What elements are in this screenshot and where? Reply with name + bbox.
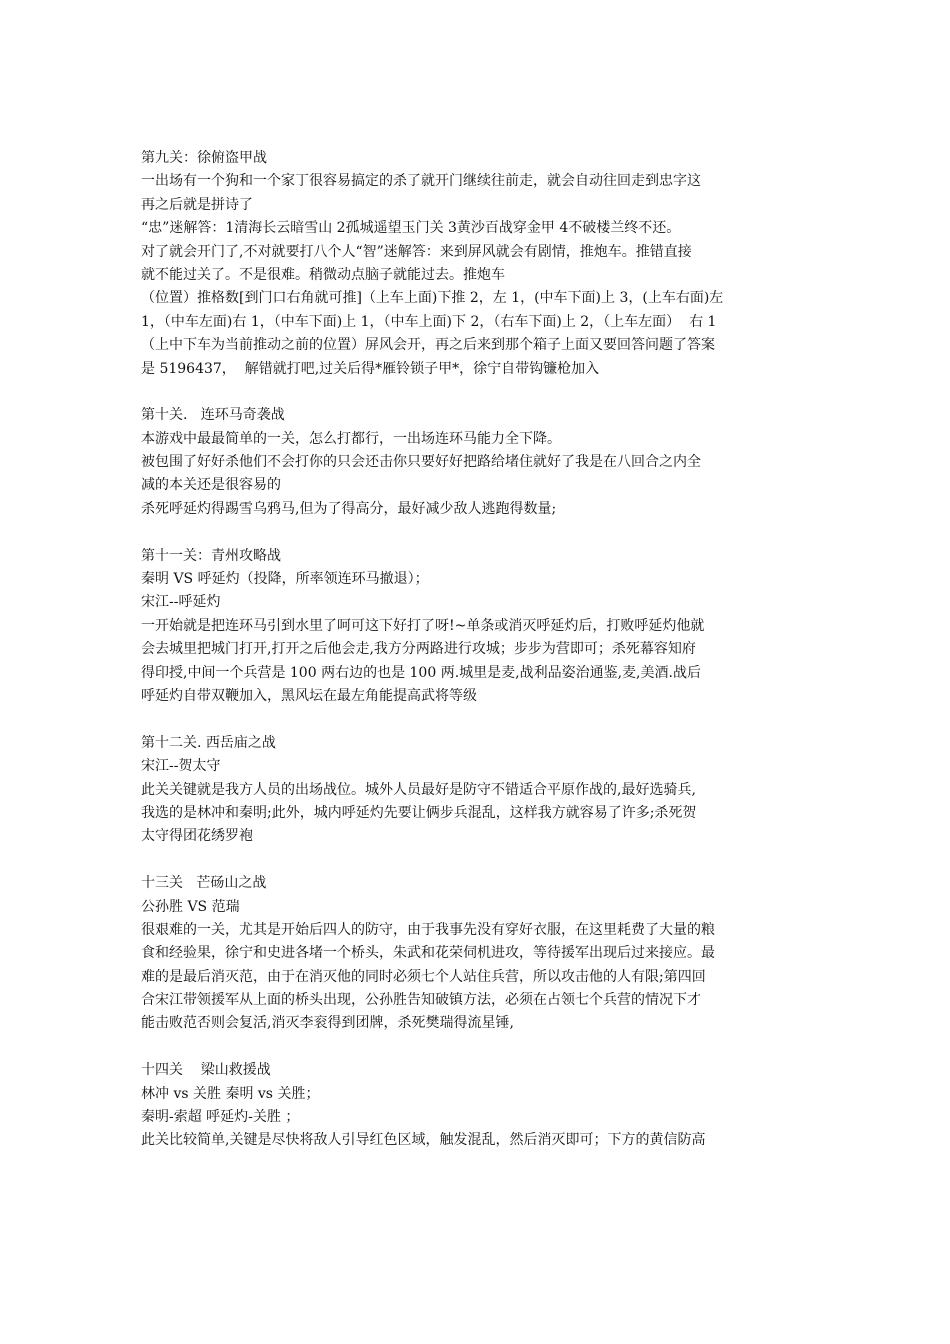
section-spacer — [141, 521, 817, 544]
paragraph-line: 秦明-索超 呼延灼-关胜 ； — [141, 1109, 300, 1126]
section-level-9 — [141, 147, 817, 381]
section-title: 第九关：徐俯盗甲战 — [141, 150, 267, 166]
paragraph-line: 林冲 vs 关胜 秦明 vs 关胜； — [141, 1085, 320, 1102]
section-title: 十四关 梁山救援战 — [141, 1062, 271, 1079]
paragraph-line: 减的本关还是很容易的 — [141, 477, 281, 494]
paragraph-line: 公孙胜 VS 范瑞 — [141, 898, 240, 915]
paragraph-line: 宋江--呼延灼 — [141, 594, 221, 611]
paragraph-line: （位置）推格数[到门口右角就可推]（上车上面)下推 2，左 1，(中车下面)上 3，(上车右面)左 — [141, 290, 724, 307]
section-title: 第十二关. 西岳庙之战 — [141, 734, 276, 751]
section-level-14 — [141, 1059, 817, 1153]
section-spacer — [141, 381, 817, 404]
section-level-12 — [141, 732, 817, 849]
paragraph-line: 得印授,中间一个兵营是 100 两右边的也是 100 两.城里是麦,战利品姿治通鉴,麦,美酒.战后 — [141, 664, 701, 681]
paragraph-line: 宋江--贺太守 — [141, 758, 221, 775]
paragraph-line: 对了就会开门了,不对就要打八个人“智”迷解答：来到屏风就会有剧情，推炮车。推错直接 — [141, 243, 692, 260]
paragraph-line: 1，（中车左面)右 1，（中车下面)上 1，（中车上面)下 2，（右车下面)上 2，（上车左面） 右 1 — [141, 313, 717, 330]
paragraph-line: 呼延灼自带双鞭加入，黑风坛在最左角能提高武将等级 — [141, 687, 477, 704]
section-spacer — [141, 1036, 817, 1059]
section-level-11 — [141, 545, 817, 709]
paragraph-line: 合宋江带领援军从上面的桥头出现，公孙胜告知破镇方法，必须在占领七个兵营的情况下才 — [141, 992, 701, 1009]
document-body — [141, 147, 817, 1153]
paragraph-line: 被包围了好好杀他们不会打你的只会还击你只要好好把路给堵住就好了我是在八回合之内全 — [141, 454, 701, 471]
paragraph-line: “忠”迷解答：1清海长云暗雪山 2孤城遥望玉门关 3黄沙百战穿金甲 4不破楼兰终不还。 — [141, 220, 681, 237]
paragraph-line: 我选的是林冲和秦明;此外，城内呼延灼先要让俩步兵混乱，这样我方就容易了许多;杀死贺 — [141, 804, 697, 821]
paragraph-line: 会去城里把城门打开,打开之后他会走,我方分两路进行攻城；步步为营即可；杀死幕容知府 — [141, 641, 696, 658]
paragraph-line: 食和经验果，徐宁和史进各堵一个桥头，朱武和花荣伺机进攻，等待援军出现后过来接应。最 — [141, 945, 715, 962]
paragraph-line: 一出场有一个狗和一个家丁很容易搞定的杀了就开门继续往前走，就会自动往回走到忠字这 — [141, 173, 701, 190]
paragraph-line: 太守得团花绣罗袍 — [141, 828, 253, 845]
paragraph-line: 是 5196437， 解错就打吧,过关后得*雁铃锁子甲*，徐宁自带钩镰枪加入 — [141, 360, 600, 377]
section-title: 第十关. 连环马奇袭战 — [141, 407, 285, 424]
paragraph-line: 此关关键就是我方人员的出场战位。城外人员最好是防守不错适合平原作战的,最好选骑兵, — [141, 781, 696, 798]
section-level-13 — [141, 872, 817, 1036]
paragraph-line: 难的是最后消灭范，由于在消灭他的同时必须七个人站住兵营，所以攻击他的人有限;第四回 — [141, 968, 706, 985]
paragraph-line: 能击败范否则会复活,消灭李衮得到团牌，杀死樊瑞得流星锤, — [141, 1015, 514, 1032]
paragraph-line: （上中下车为当前推动之前的位置）屏风会开，再之后来到那个箱子上面又要回答问题了答案 — [141, 337, 715, 354]
paragraph-line: 一开始就是把连环马引到水里了呵可这下好打了呀!~单条或消灭呼延灼后，打败呼延灼他就 — [141, 617, 705, 634]
paragraph-line: 就不能过关了。不是很难。稍微动点脑子就能过去。推炮车 — [141, 266, 505, 283]
section-spacer — [141, 849, 817, 872]
paragraph-line: 本游戏中最最简单的一关，怎么打都行，一出场连环马能力全下降。 — [141, 430, 561, 447]
section-spacer — [141, 708, 817, 731]
section-title: 十三关 芒砀山之战 — [141, 875, 267, 892]
section-level-10 — [141, 404, 817, 521]
paragraph-line: 再之后就是拼诗了 — [141, 196, 253, 213]
paragraph-line: 杀死呼延灼得踢雪乌鸦马,但为了得高分，最好减少敌人逃跑得数量; — [141, 500, 557, 517]
paragraph-line: 秦明 VS 呼延灼（投降，所率领连环马撤退）； — [141, 571, 429, 588]
paragraph-line: 此关比较简单,关键是尽快将敌人引导红色区域，触发混乱，然后消灭即可；下方的黄信防高 — [141, 1132, 706, 1149]
paragraph-line: 很艰难的一关，尤其是开始后四人的防守，由于我事先没有穿好衣服，在这里耗费了大量的粮 — [141, 921, 715, 938]
section-title: 第十一关：青州攻略战 — [141, 547, 281, 564]
